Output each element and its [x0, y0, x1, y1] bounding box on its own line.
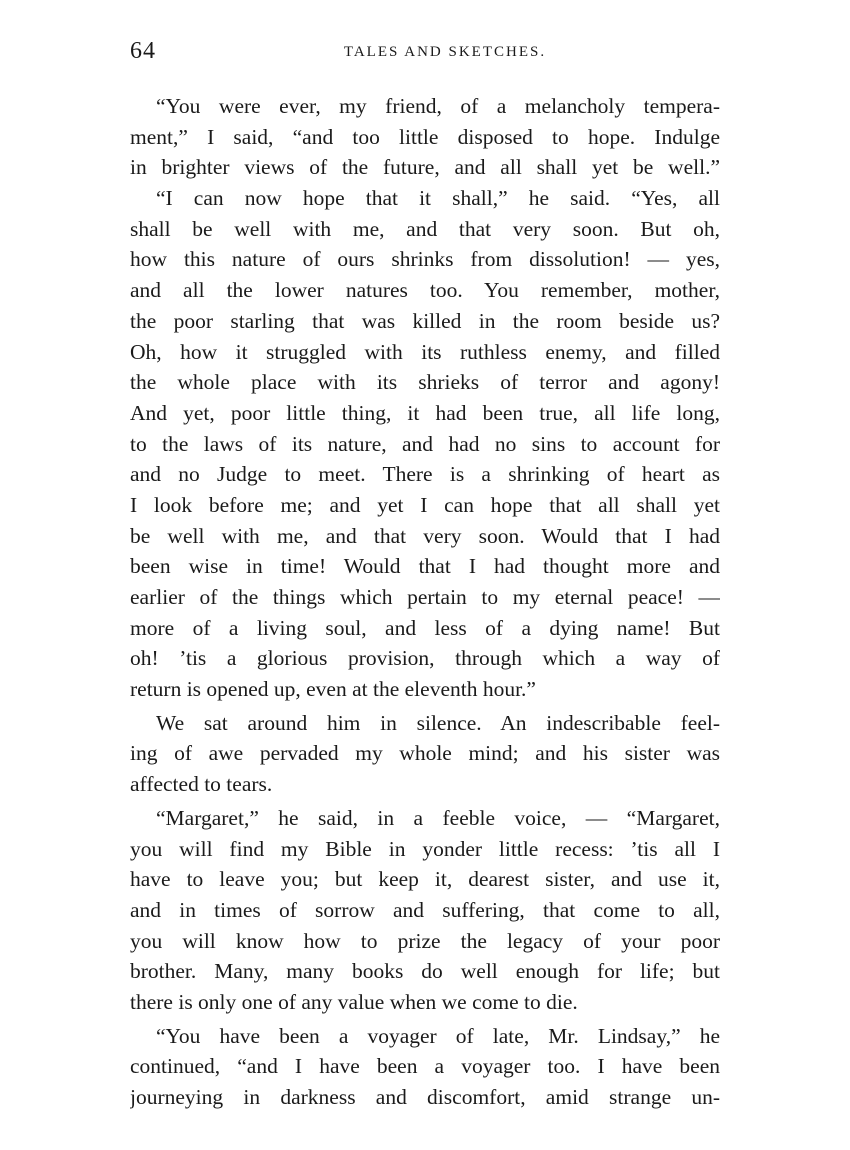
text-line: be well with me, and that very soon. Would that I had: [130, 523, 720, 548]
text-line: journeying in darkness and discomfort, amid strange un-: [130, 1085, 720, 1109]
text-line: And yet, poor little thing, it had been true, all life long,: [130, 400, 720, 425]
text-line: “I can now hope that it shall,” he said. “Yes, all: [156, 186, 720, 211]
text-line: how this nature of ours shrinks from dissolution! — yes,: [130, 247, 720, 272]
text-line: We sat around him in silence. An indescribable feel-: [156, 710, 720, 735]
page-number: 64: [130, 38, 156, 64]
text-line: Oh, how it struggled with its ruthless enemy, and filled: [130, 339, 720, 364]
text-line: “Margaret,” he said, in a feeble voice, — “Margaret,: [156, 805, 720, 830]
text-line: have to leave you; but keep it, dearest sister, and use it,: [130, 867, 720, 892]
text-line: there is only one of any value when we come to die.: [130, 989, 578, 1014]
text-line: return is opened up, even at the eleventh hour.”: [130, 677, 536, 702]
text-line: continued, “and I have been a voyager too. I have been: [130, 1054, 720, 1079]
text-line: to the laws of its nature, and had no sins to account for: [130, 431, 720, 456]
text-line: the poor starling that was killed in the room beside us?: [130, 308, 720, 333]
text-line: affected to tears.: [130, 772, 273, 797]
text-line: shall be well with me, and that very soon. But oh,: [130, 216, 720, 241]
text-line: ment,” I said, “and too little disposed to hope. Indulge: [130, 124, 720, 149]
text-line: ing of awe pervaded my whole mind; and his sister was: [130, 741, 720, 766]
text-line: and in times of sorrow and suffering, that come to all,: [130, 897, 720, 922]
text-line: brother. Many, many books do well enough for life; but: [130, 959, 720, 984]
running-head: [130, 38, 720, 74]
body-text: [130, 91, 720, 1113]
text-line: been wise in time! Would that I had thought more and: [130, 554, 720, 579]
text-line: you will find my Bible in yonder little recess: ’tis all I: [130, 836, 720, 861]
text-line: “You were ever, my friend, of a melancholy tempera-: [156, 94, 720, 118]
text-line: the whole place with its shrieks of terror and agony!: [130, 370, 720, 395]
running-title: TALES AND SKETCHES.: [343, 44, 547, 60]
text-line: and all the lower natures too. You remember, mother,: [130, 278, 720, 303]
text-line: I look before me; and yet I can hope that all shall yet: [130, 492, 720, 517]
text-line: more of a living soul, and less of a dying name! But: [130, 615, 720, 640]
text-line: in brighter views of the future, and all shall yet be well.”: [130, 155, 720, 180]
text-line: “You have been a voyager of late, Mr. Lindsay,” he: [156, 1023, 720, 1048]
text-line: oh! ’tis a glorious provision, through which a way of: [130, 646, 720, 671]
text-line: you will know how to prize the legacy of your poor: [130, 928, 720, 953]
text-line: earlier of the things which pertain to my eternal peace! —: [130, 585, 720, 609]
text-line: and no Judge to meet. There is a shrinking of heart as: [130, 462, 720, 487]
